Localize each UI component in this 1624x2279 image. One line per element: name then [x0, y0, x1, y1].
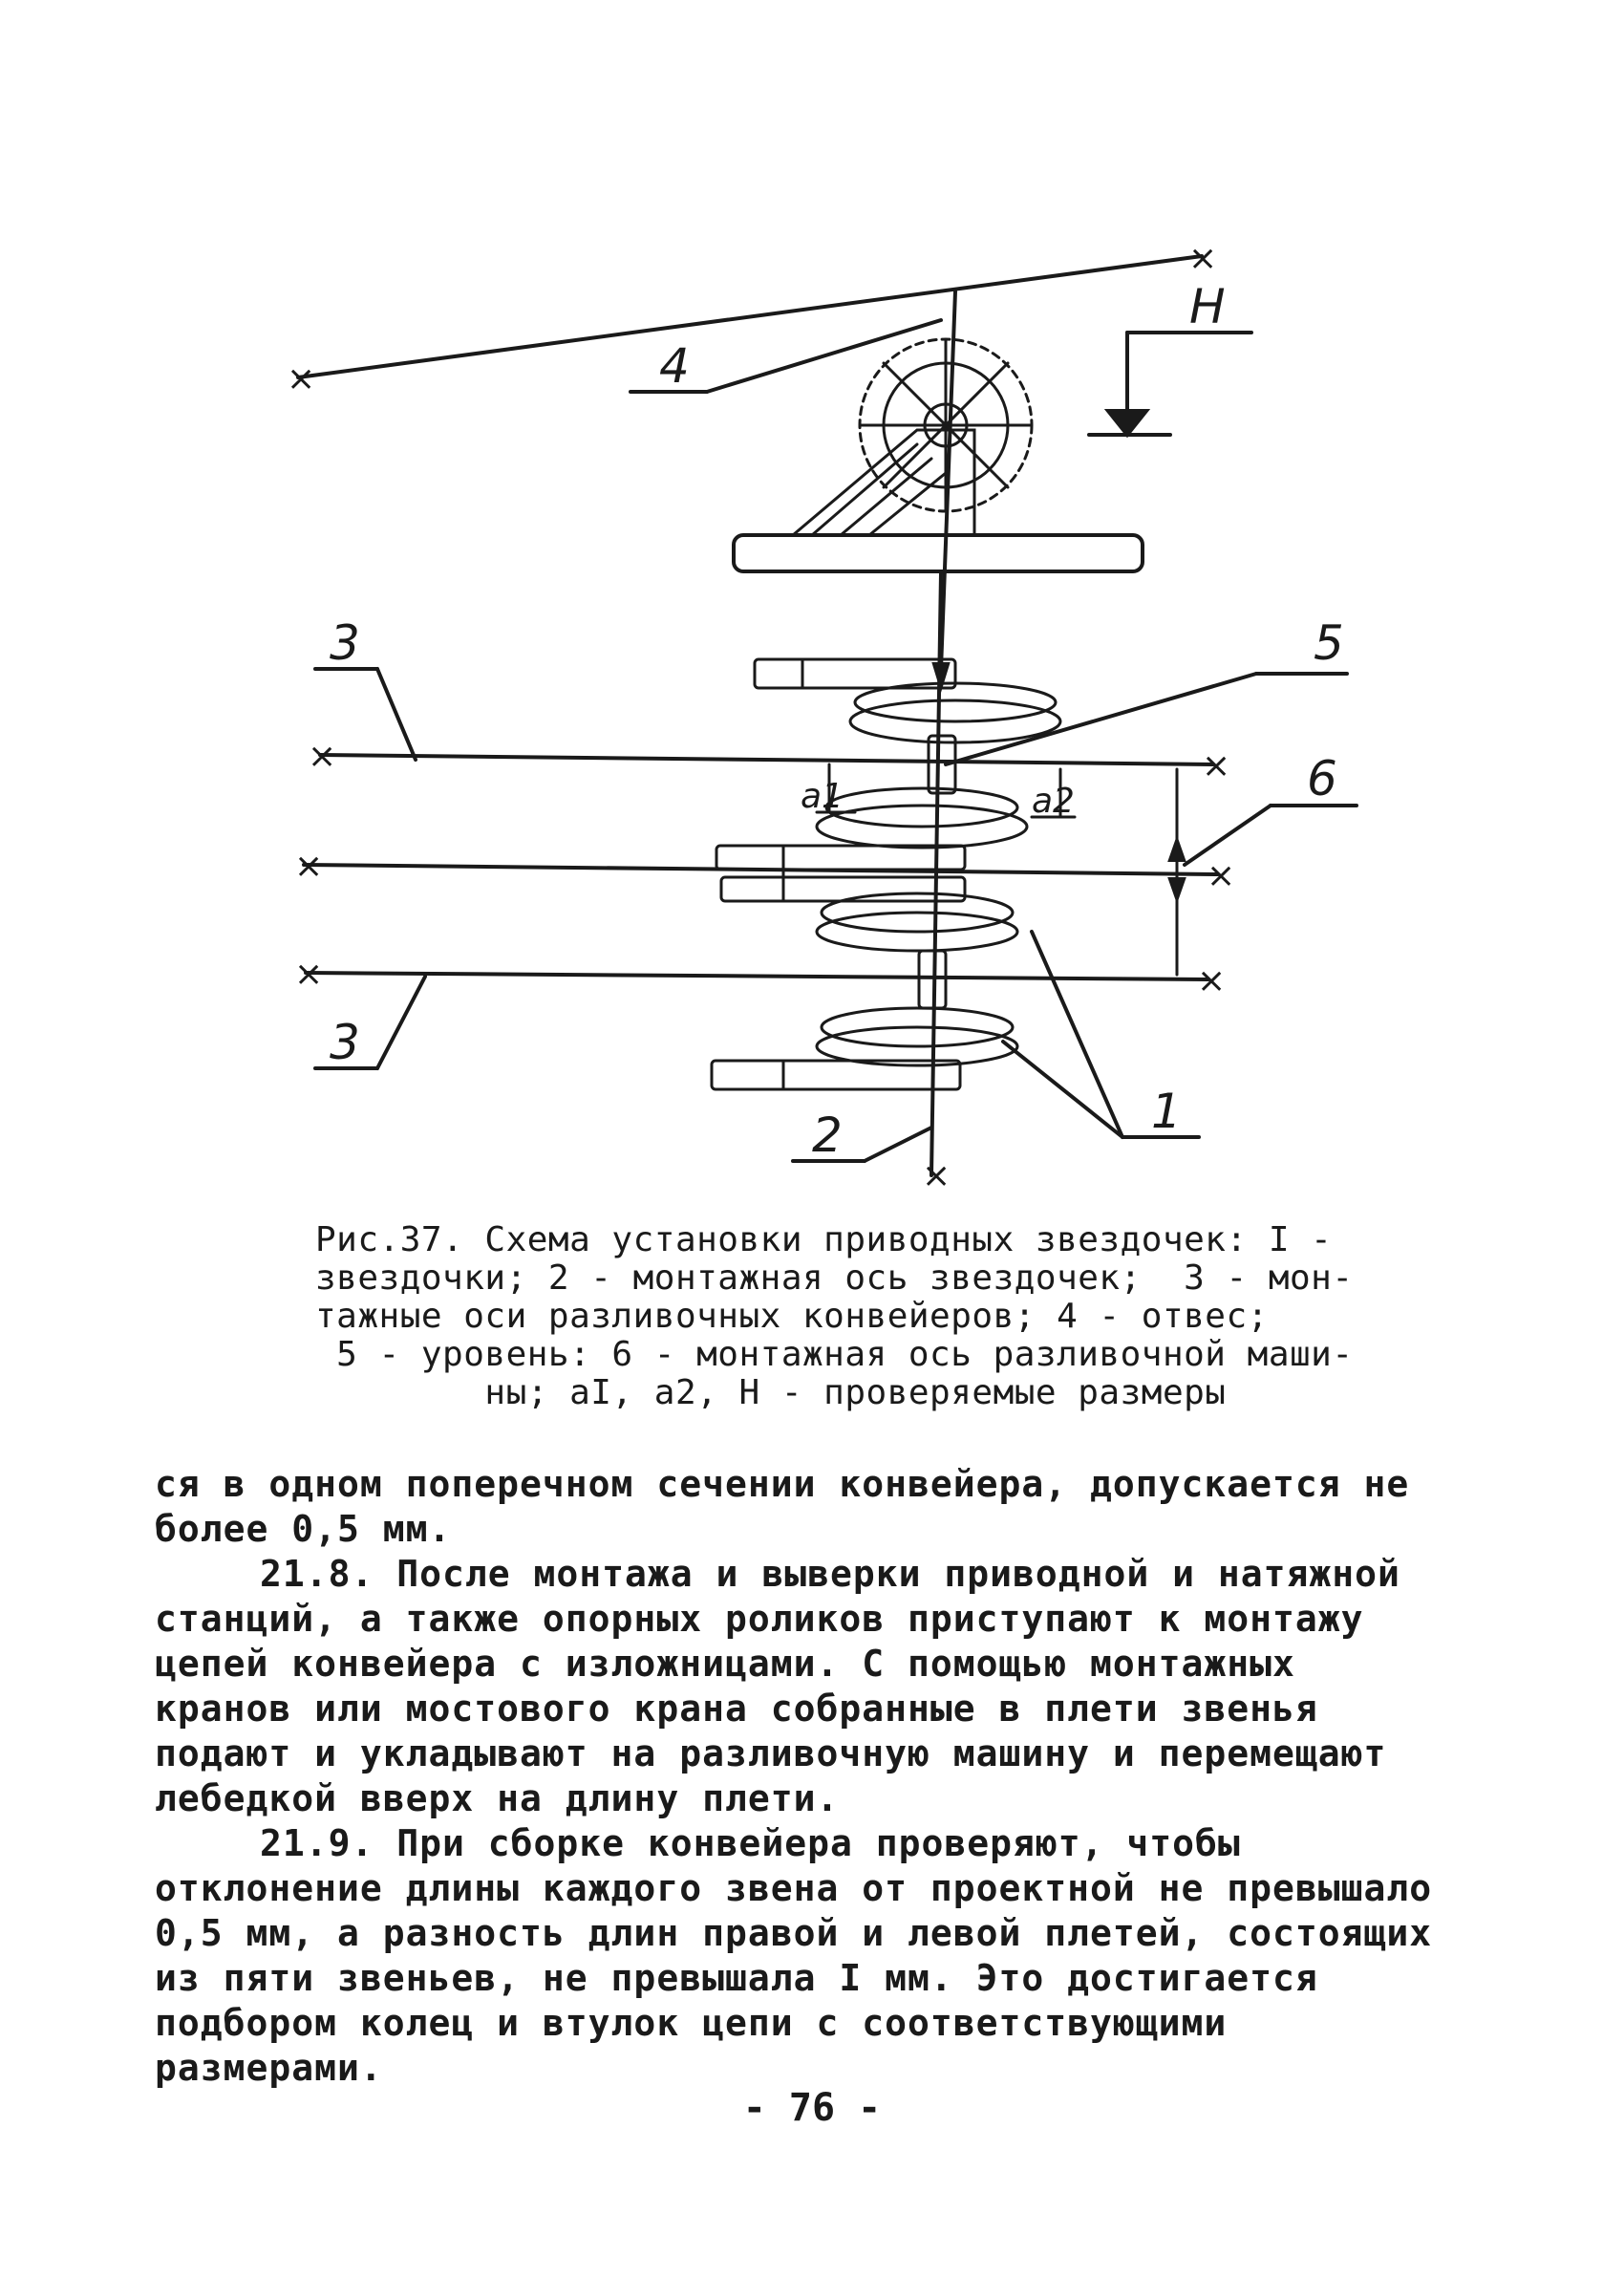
label-5: 5: [1314, 615, 1344, 671]
svg-text:×: ×: [308, 737, 337, 776]
conveyor-axis-top: [320, 755, 1213, 764]
label-a2: a2: [1032, 782, 1075, 821]
svg-text:×: ×: [1202, 746, 1231, 785]
caption-line: ны; aI, a2, H - проверяемые размеры: [315, 1373, 1227, 1412]
paragraph-continuation: ся в одном поперечном сечении конвейера, допускается не более 0,5 мм.: [155, 1463, 1410, 1550]
caption-line: тажные оси разливочных конвейеров; 4 - отвес;: [315, 1297, 1269, 1336]
page-number: - 76 -: [742, 2086, 882, 2130]
top-sprocket: [860, 339, 1032, 511]
caption-line: Рис.37. Схема установки приводных звездочек: I -: [315, 1220, 1333, 1259]
label-3-top: 3: [330, 615, 360, 671]
sprocket-stack: [712, 659, 1060, 1089]
body-text: [155, 1462, 1454, 2091]
svg-text:×: ×: [294, 847, 324, 886]
label-1: 1: [1151, 1084, 1182, 1139]
label-h: H: [1189, 279, 1226, 334]
caption-line: 5 - уровень: 6 - монтажная ось разливочной маши-: [315, 1335, 1354, 1374]
label-4: 4: [659, 338, 690, 394]
svg-text:×: ×: [1188, 239, 1218, 278]
label-3-bottom: 3: [330, 1015, 360, 1070]
figure-caption: [315, 1220, 1354, 1412]
svg-text:×: ×: [294, 955, 324, 994]
svg-text:×: ×: [1207, 856, 1236, 895]
paragraph-21-9: 21.9. При сборке конвейера проверяют, чтобы отклонение длины каждого звена от проектной не превышало 0,5 мм, а разность длин правой и левой плетей, состоящих из пяти звеньев, не превышала I мм. Это достигается подбором колец и втулок цепи с соответствующими размерами.: [155, 1822, 1433, 2089]
svg-text:×: ×: [922, 1156, 951, 1194]
conveyor-axis-bottom: [306, 973, 1208, 979]
label-6: 6: [1307, 751, 1337, 806]
plumb-line: [941, 291, 955, 669]
svg-text:×: ×: [1197, 961, 1227, 1000]
label-2: 2: [812, 1107, 843, 1163]
label-a1: a1: [801, 777, 844, 816]
svg-text:×: ×: [287, 359, 316, 398]
caption-line: звездочки; 2 - монтажная ось звездочек; 3 - мон-: [315, 1258, 1354, 1298]
top-sloped-line: [298, 256, 1202, 377]
paragraph-21-8: 21.8. После монтажа и выверки приводной и натяжной станций, а также опорных роликов приступают к монтажу цепей конвейера с изложницами. С помощью монтажных кранов или мостового крана собранные в плети звенья подают и укладывают на разливочную машину и перемещают лебедкой вверх на длину плети.: [155, 1553, 1400, 1819]
support-beam: [734, 535, 1143, 571]
